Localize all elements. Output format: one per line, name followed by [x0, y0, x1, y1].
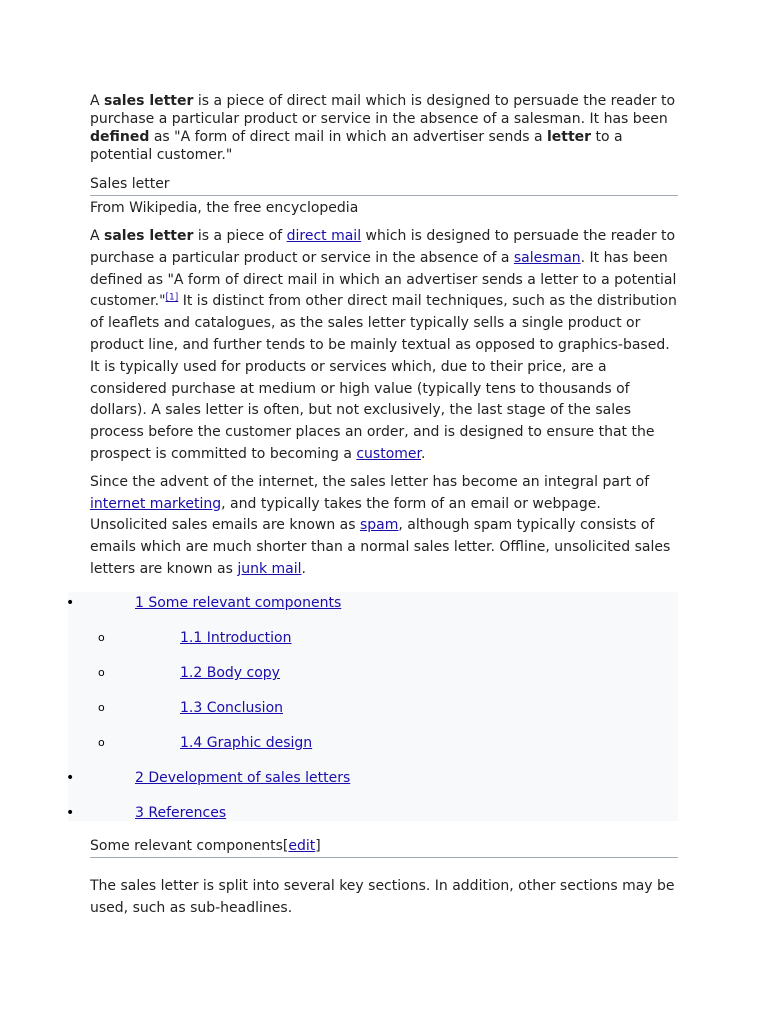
intro-text: as "A form of direct mail in which an advertiser sends a	[149, 129, 547, 145]
paragraph-text: It is distinct from other direct mail techniques, such as the distribution of leaflets and catalogues, as the sales letter typically sells a single product or product line, and further tends to be mainly textual as opposed to graphics-based. It is typically used for products or services which, due to their price, are a considered purchase at medium or high value (typically tens to thousands of dollars). A sales letter is often, but not exclusively, the last stage of the sales process before the customer places an order, and is designed to ensure that the prospect is committed to becoming a	[90, 293, 677, 462]
paragraph-text: A	[90, 228, 105, 244]
link-spam[interactable]: spam	[360, 517, 399, 534]
intro-bold-term: letter	[547, 129, 592, 145]
bold-term: sales letter	[104, 228, 194, 244]
bullet-icon: •	[66, 770, 75, 786]
paragraph-text: , although spam typically consists of emails which are much shorter than a normal sales letter. Offline, unsolicited sales letters are known as	[90, 517, 671, 577]
intro-bold-term: defined	[90, 129, 150, 145]
intro-text: A	[90, 93, 105, 109]
toc-link-conclusion[interactable]: 1.3 Conclusion	[180, 700, 284, 716]
article-paragraph-1	[90, 226, 678, 466]
intro-paragraph	[90, 92, 678, 164]
paragraph-text: . It has been defined as "A form of direct mail in which an advertiser sends a letter to a potential customer."	[90, 249, 677, 310]
paragraph-text: .	[421, 445, 426, 462]
hollow-bullet-icon: o	[98, 736, 105, 749]
intro-text: to a potential customer."	[90, 129, 623, 163]
paragraph-text: is a piece of	[193, 228, 287, 244]
edit-bracket: ]	[315, 838, 321, 854]
article-paragraph-2	[90, 472, 678, 581]
paragraph-text: which is designed to persuade the reader to purchase a particular product or service in the absence of a	[90, 228, 676, 266]
edit-link[interactable]: edit	[288, 838, 316, 854]
section-heading	[90, 836, 678, 858]
bullet-icon: •	[66, 805, 75, 821]
link-junk-mail[interactable]: junk mail	[237, 560, 302, 577]
intro-text: is a piece of direct mail which is designed to persuade the reader to purchase a particular product or service in the absence of a salesman. It has been	[90, 93, 676, 127]
hollow-bullet-icon: o	[98, 631, 105, 644]
article-title: Sales letter	[90, 174, 678, 196]
link-direct-mail[interactable]: direct mail	[286, 228, 362, 244]
paragraph-text: Since the advent of the internet, the sales letter has become an integral part of	[90, 473, 650, 490]
toc-link-references[interactable]: 3 References	[135, 805, 227, 821]
toc-link-body-copy[interactable]: 1.2 Body copy	[180, 665, 280, 681]
paragraph-text: , and typically takes the form of an email or webpage. Unsolicited sales emails are known as	[90, 495, 601, 534]
article-subtitle: From Wikipedia, the free encyclopedia	[90, 200, 359, 216]
intro-bold-term: sales letter	[104, 93, 194, 109]
toc-link-development-of-sales-letters[interactable]: 2 Development of sales letters	[135, 770, 351, 786]
toc-link-some-relevant-components[interactable]: 1 Some relevant components	[135, 595, 342, 611]
link-internet-marketing[interactable]: internet marketing	[90, 495, 222, 512]
toc-link-introduction[interactable]: 1.1 Introduction	[180, 630, 292, 646]
link-customer[interactable]: customer	[356, 445, 421, 462]
hollow-bullet-icon: o	[98, 701, 105, 714]
bullet-icon: •	[66, 595, 75, 611]
section-some-relevant-components	[90, 836, 678, 920]
paragraph-text: .	[301, 560, 306, 577]
hollow-bullet-icon: o	[98, 666, 105, 679]
reference-link[interactable]: [1]	[165, 292, 179, 303]
edit-bracket: [	[282, 838, 289, 854]
toc-link-graphic-design[interactable]: 1.4 Graphic design	[180, 735, 313, 751]
section-body: The sales letter is split into several key sections. In addition, other sections may be used, such as sub-headlines.	[90, 878, 675, 916]
page-content	[90, 92, 678, 581]
link-salesman[interactable]: salesman	[513, 249, 581, 266]
section-heading-text: Some relevant components	[90, 838, 283, 854]
table-of-contents	[68, 592, 678, 821]
